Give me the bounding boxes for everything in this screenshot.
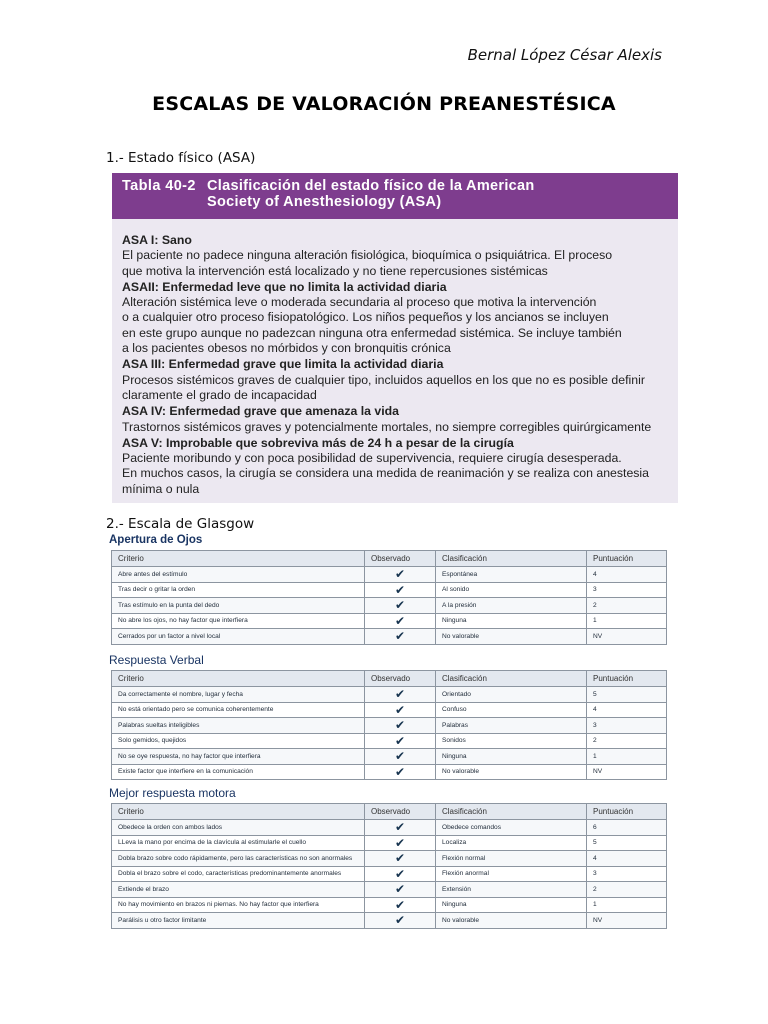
section-heading-asa: 1.- Estado físico (ASA): [106, 150, 256, 166]
criterio-cell: No está orientado pero se comunica coherentemente: [112, 702, 365, 718]
puntuacion-cell: 1: [587, 613, 667, 629]
check-icon: ✔: [365, 820, 436, 836]
asa-table-header: [112, 173, 678, 219]
table-row: [112, 567, 667, 583]
clasificacion-cell: No valorable: [436, 913, 587, 929]
table-header-row: [112, 804, 667, 820]
table-row: [112, 582, 667, 598]
clasificacion-cell: Confuso: [436, 702, 587, 718]
check-icon: ✔: [365, 897, 436, 913]
puntuacion-cell: 6: [587, 820, 667, 836]
table-header-row: [112, 551, 667, 567]
table-row: [112, 866, 667, 882]
criterio-cell: Tras decir o gritar la orden: [112, 582, 365, 598]
clasificacion-cell: Orientado: [436, 687, 587, 703]
clasificacion-cell: Ninguna: [436, 613, 587, 629]
check-icon: ✔: [365, 702, 436, 718]
check-icon: ✔: [365, 882, 436, 898]
clasificacion-cell: Flexión normal: [436, 851, 587, 867]
check-icon: ✔: [365, 851, 436, 867]
glasgow-eyes-title: Apertura de Ojos: [109, 534, 203, 546]
check-icon: ✔: [365, 613, 436, 629]
header-observado: Observado: [365, 551, 436, 567]
asa-table-caption: Clasificación del estado físico de la American Society of Anesthesiology (ASA): [207, 178, 535, 210]
puntuacion-cell: 2: [587, 882, 667, 898]
criterio-cell: Tras estímulo en la punta del dedo: [112, 598, 365, 614]
header-puntuacion: Puntuación: [587, 804, 667, 820]
check-icon: ✔: [365, 866, 436, 882]
criterio-cell: No se oye respuesta, no hay factor que interfiera: [112, 749, 365, 765]
author-name: Bernal López César Alexis: [467, 46, 662, 64]
puntuacion-cell: 5: [587, 687, 667, 703]
clasificacion-cell: A la presión: [436, 598, 587, 614]
criterio-cell: No hay movimiento en brazos ni piernas. No hay factor que interfiera: [112, 897, 365, 913]
check-icon: ✔: [365, 687, 436, 703]
puntuacion-cell: 3: [587, 718, 667, 734]
header-observado: Observado: [365, 804, 436, 820]
check-icon: ✔: [365, 749, 436, 765]
table-row: [112, 733, 667, 749]
clasificacion-cell: Flexión anormal: [436, 866, 587, 882]
puntuacion-cell: 3: [587, 582, 667, 598]
table-row: [112, 897, 667, 913]
header-criterio: Criterio: [112, 551, 365, 567]
asa-entry-description: Paciente moribundo y con poca posibilidad de supervivencia, requiere cirugía desesperada. En muchos casos, la cirugía se considera una medida de reanimación y se realiza con anestesia mínima o nula: [122, 451, 650, 496]
table-row: [112, 598, 667, 614]
puntuacion-cell: 4: [587, 851, 667, 867]
clasificacion-cell: Al sonido: [436, 582, 587, 598]
criterio-cell: Cerrados por un factor a nivel local: [112, 629, 365, 645]
check-icon: ✔: [365, 582, 436, 598]
criterio-cell: Abre antes del estímulo: [112, 567, 365, 583]
puntuacion-cell: NV: [587, 629, 667, 645]
table-row: [112, 718, 667, 734]
asa-entry-description: El paciente no padece ninguna alteración fisiológica, bioquímica o psiquiátrica. El proceso que motiva la intervención está localizado y no tiene repercusiones sistémicas: [122, 248, 613, 278]
asa-entry-title: ASA I: Sano: [122, 233, 192, 247]
asa-entry: [122, 404, 668, 435]
header-criterio: Criterio: [112, 671, 365, 687]
table-row: [112, 687, 667, 703]
criterio-cell: LLeva la mano por encima de la clavícula al estimularle el cuello: [112, 835, 365, 851]
clasificacion-cell: No valorable: [436, 764, 587, 780]
puntuacion-cell: 2: [587, 733, 667, 749]
puntuacion-cell: 5: [587, 835, 667, 851]
asa-table-number: Tabla 40-2: [122, 178, 196, 194]
glasgow-verbal-title: Respuesta Verbal: [109, 653, 204, 667]
asa-entry: [122, 436, 668, 497]
clasificacion-cell: Espontánea: [436, 567, 587, 583]
header-observado: Observado: [365, 671, 436, 687]
puntuacion-cell: 1: [587, 749, 667, 765]
clasificacion-cell: Localiza: [436, 835, 587, 851]
table-row: [112, 913, 667, 929]
check-icon: ✔: [365, 629, 436, 645]
clasificacion-cell: Palabras: [436, 718, 587, 734]
criterio-cell: Existe factor que interfiere en la comunicación: [112, 764, 365, 780]
clasificacion-cell: Obedece comandos: [436, 820, 587, 836]
glasgow-verbal-table: [111, 670, 667, 780]
check-icon: ✔: [365, 567, 436, 583]
asa-entry: [122, 357, 668, 403]
table-row: [112, 835, 667, 851]
header-puntuacion: Puntuación: [587, 671, 667, 687]
puntuacion-cell: 2: [587, 598, 667, 614]
criterio-cell: Parálisis u otro factor limitante: [112, 913, 365, 929]
asa-entry-title: ASA III: Enfermedad grave que limita la actividad diaria: [122, 357, 444, 372]
clasificacion-cell: Extensión: [436, 882, 587, 898]
puntuacion-cell: 1: [587, 897, 667, 913]
table-row: [112, 851, 667, 867]
check-icon: ✔: [365, 598, 436, 614]
asa-entry: [122, 280, 668, 356]
asa-entry-description: Trastornos sistémicos graves y potencialmente mortales, no siempre corregibles quirúrgicamente: [122, 419, 652, 434]
asa-entry-description: Alteración sistémica leve o moderada secundaria al proceso que motiva la intervención o a cualquier otro proceso fisiopatológico. Los niños pequeños y los ancianos se incluyen en este grupo aunque no padezcan ninguna otra enfermedad sistémica. Se incluye también a los pacientes obesos no mórbidos y con bronquitis crónica: [122, 295, 622, 356]
check-icon: ✔: [365, 718, 436, 734]
clasificacion-cell: Sonidos: [436, 733, 587, 749]
criterio-cell: Da correctamente el nombre, lugar y fecha: [112, 687, 365, 703]
table-row: [112, 764, 667, 780]
criterio-cell: No abre los ojos, no hay factor que interfiera: [112, 613, 365, 629]
asa-table-body: [112, 219, 678, 497]
header-clasificacion: Clasificación: [436, 671, 587, 687]
table-row: [112, 749, 667, 765]
puntuacion-cell: 4: [587, 702, 667, 718]
glasgow-eyes-table: [111, 550, 667, 645]
check-icon: ✔: [365, 733, 436, 749]
glasgow-motor-table: [111, 803, 667, 929]
clasificacion-cell: Ninguna: [436, 897, 587, 913]
criterio-cell: Extiende el brazo: [112, 882, 365, 898]
header-puntuacion: Puntuación: [587, 551, 667, 567]
asa-entry-title: ASA IV: Enfermedad grave que amenaza la vida: [122, 404, 400, 419]
asa-entry-title: ASA V: Improbable que sobreviva más de 24 h a pesar de la cirugía: [122, 435, 514, 450]
header-clasificacion: Clasificación: [436, 804, 587, 820]
criterio-cell: Solo gemidos, quejidos: [112, 733, 365, 749]
table-row: [112, 882, 667, 898]
glasgow-motor-title: Mejor respuesta motora: [109, 786, 236, 800]
criterio-cell: Dobla brazo sobre codo rápidamente, pero las características no son anormales: [112, 851, 365, 867]
criterio-cell: Obedece la orden con ambos lados: [112, 820, 365, 836]
check-icon: ✔: [365, 764, 436, 780]
criterio-cell: Palabras sueltas inteligibles: [112, 718, 365, 734]
clasificacion-cell: Ninguna: [436, 749, 587, 765]
header-criterio: Criterio: [112, 804, 365, 820]
document-title: ESCALAS DE VALORACIÓN PREANESTÉSICA: [152, 93, 616, 115]
table-row: [112, 629, 667, 645]
clasificacion-cell: No valorable: [436, 629, 587, 645]
section-heading-glasgow: 2.- Escala de Glasgow: [106, 516, 255, 532]
asa-entry-title: ASAII: Enfermedad leve que no limita la actividad diaria: [122, 279, 447, 294]
header-clasificacion: Clasificación: [436, 551, 587, 567]
table-row: [112, 820, 667, 836]
puntuacion-cell: NV: [587, 913, 667, 929]
check-icon: ✔: [365, 835, 436, 851]
table-header-row: [112, 671, 667, 687]
table-row: [112, 613, 667, 629]
puntuacion-cell: 4: [587, 567, 667, 583]
puntuacion-cell: NV: [587, 764, 667, 780]
asa-entry-description: Procesos sistémicos graves de cualquier tipo, incluidos aquellos en los que no es posible definir claramente el grado de incapacidad: [122, 372, 645, 402]
table-row: [112, 702, 667, 718]
asa-entry: [122, 233, 668, 279]
check-icon: ✔: [365, 913, 436, 929]
puntuacion-cell: 3: [587, 866, 667, 882]
asa-table: [112, 173, 678, 503]
criterio-cell: Dobla el brazo sobre el codo, características predominantemente anormales: [112, 866, 365, 882]
